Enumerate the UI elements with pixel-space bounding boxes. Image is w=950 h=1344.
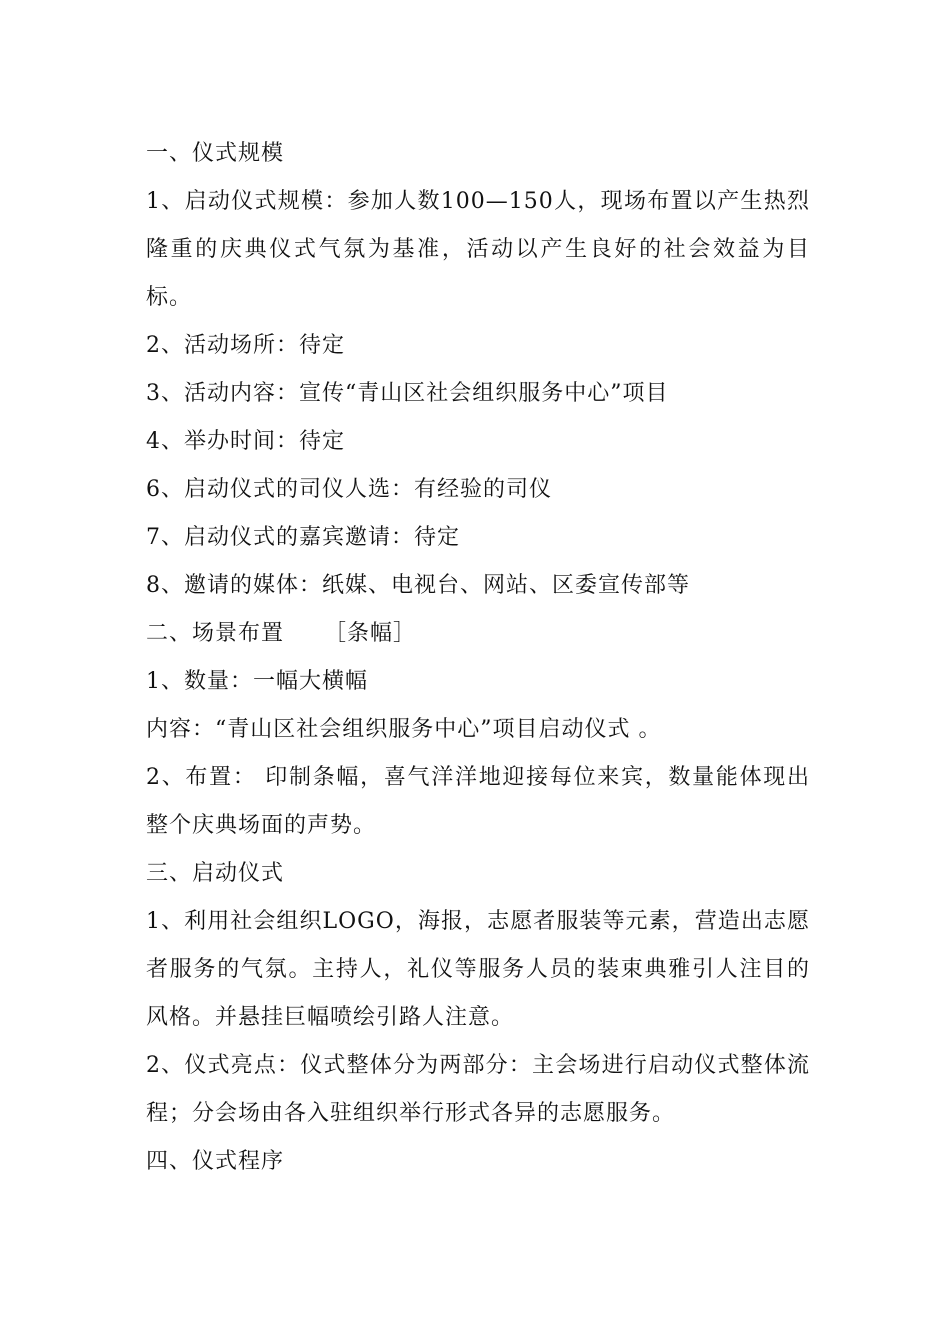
paragraph-guests: 7、启动仪式的嘉宾邀请：待定: [146, 525, 460, 550]
paragraph-highlights: 2、仪式亮点：仪式整体分为两部分：主会场进行启动仪式整体流程；分会场由各入驻组织举行形式各异的志愿服务。: [146, 1053, 810, 1126]
section-heading-scale: 一、仪式规模: [146, 141, 285, 166]
paragraph-venue: 2、活动场所：待定: [146, 333, 345, 358]
paragraph-banner-arrangement: 2、布置： 印制条幅，喜气洋洋地迎接每位来宾，数量能体现出整个庆典场面的声势。: [146, 765, 810, 838]
section-heading-layout: 二、场景布置 ［条幅］: [146, 621, 416, 646]
paragraph-media: 8、邀请的媒体：纸媒、电视台、网站、区委宣传部等: [146, 573, 690, 598]
paragraph-atmosphere: 1、利用社会组织LOGO，海报，志愿者服装等元素，营造出志愿者服务的气氛。主持人，礼仪等服务人员的装束典雅引人注目的风格。并悬挂巨幅喷绘引路人注意。: [146, 909, 810, 1030]
paragraph-ceremony-scale: 1、启动仪式规模：参加人数100—150人，现场布置以产生热烈隆重的庆典仪式气氛为基准，活动以产生良好的社会效益为目标。: [146, 189, 810, 310]
paragraph-banner-quantity: 1、数量：一幅大横幅: [146, 669, 368, 694]
document-page: [146, 130, 810, 1186]
section-heading-program: 四、仪式程序: [146, 1149, 285, 1174]
paragraph-banner-content: 内容：“青山区社会组织服务中心”项目启动仪式 。: [146, 717, 662, 742]
paragraph-content: 3、活动内容：宣传“青山区社会组织服务中心”项目: [146, 381, 669, 406]
section-heading-ceremony: 三、启动仪式: [146, 861, 285, 886]
paragraph-time: 4、举办时间：待定: [146, 429, 345, 454]
paragraph-host: 6、启动仪式的司仪人选：有经验的司仪: [146, 477, 552, 502]
